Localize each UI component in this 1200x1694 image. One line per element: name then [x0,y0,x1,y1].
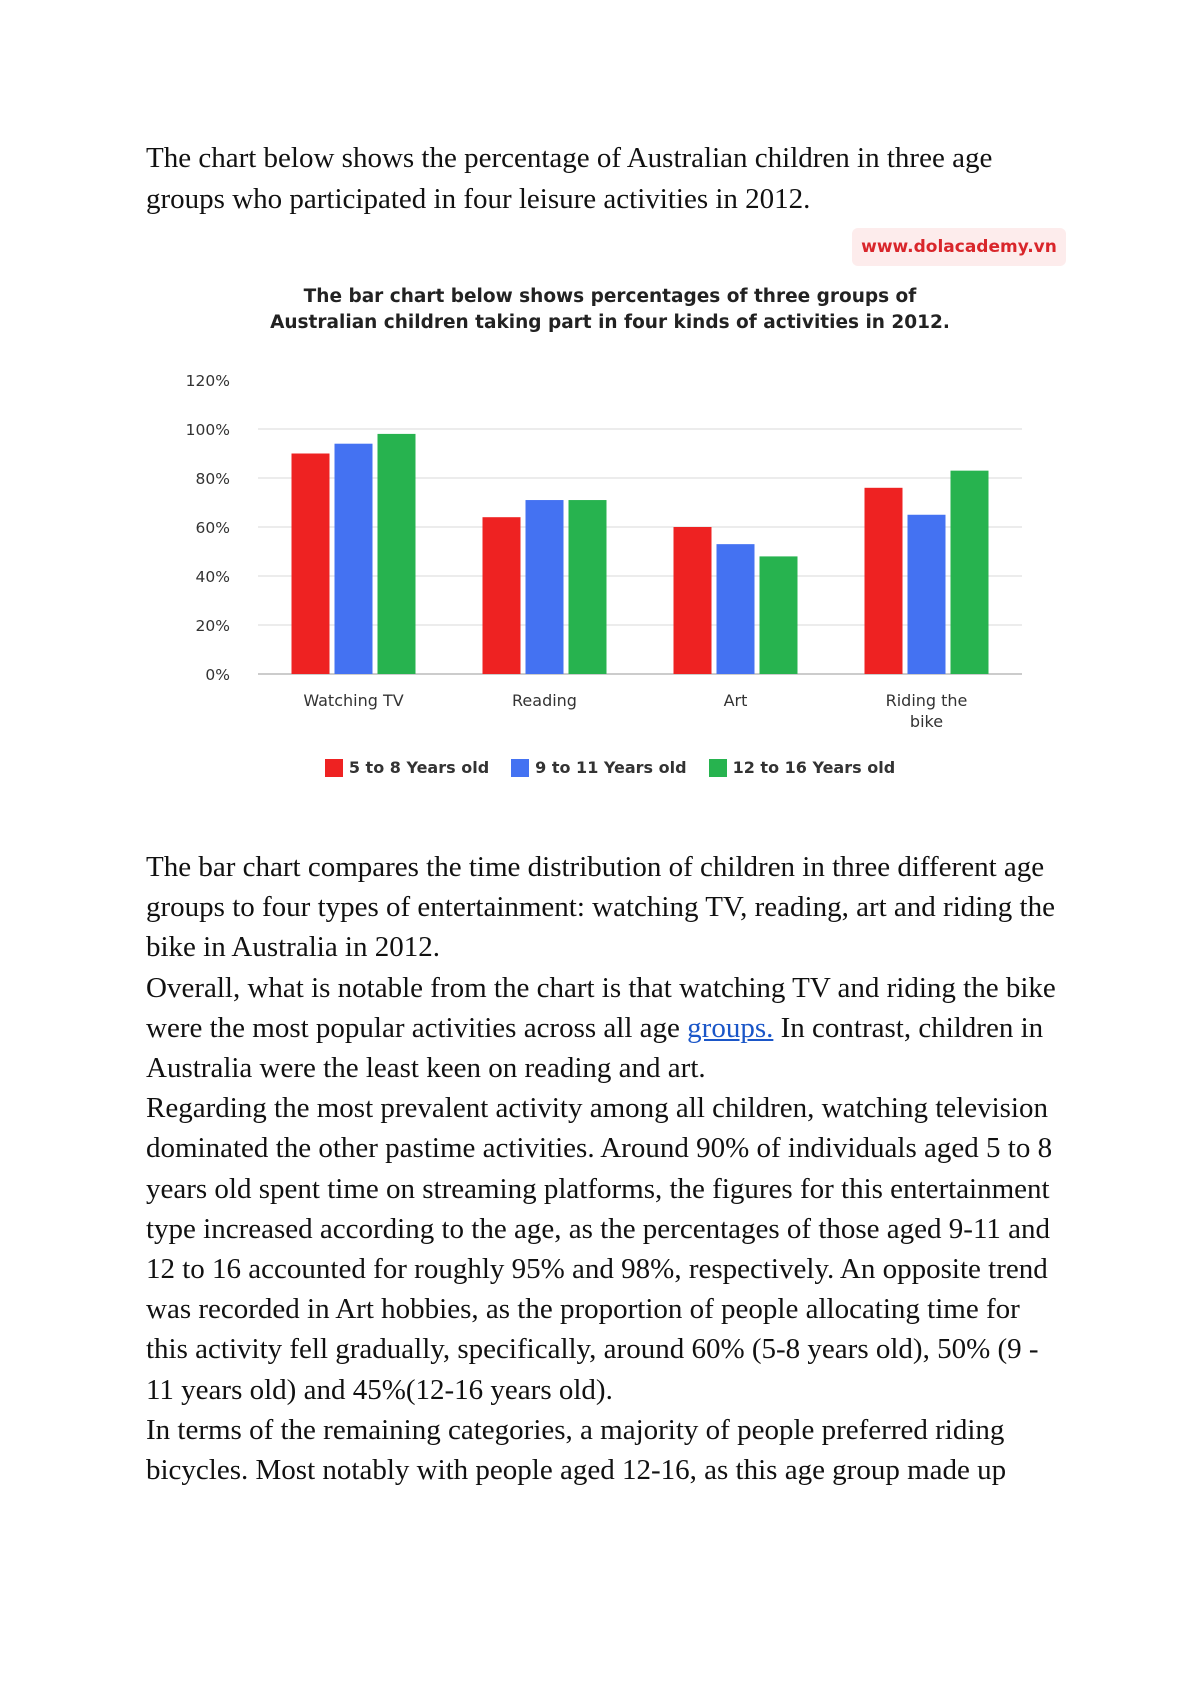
x-tick-label: Watching TV [303,691,404,710]
bar [717,544,755,674]
source-watermark: www.dolacademy.vn [852,228,1066,266]
y-tick-label: 100% [185,421,230,439]
bar [760,556,798,674]
y-tick-label: 0% [205,666,230,684]
bar [378,434,416,674]
x-tick-label: Reading [512,691,577,710]
bar [335,444,373,674]
y-tick-label: 120% [185,372,230,390]
legend-swatch [511,759,529,777]
legend-swatch [709,759,727,777]
bar [569,500,607,674]
bar-chart [160,272,1060,792]
paragraph-2-text-b: In contrast, children in Australia were the least keen on reading and art. [146,1011,1044,1085]
paragraph-3: Regarding the most prevalent activity among all children, watching television dominated the other pastime activities. Around 90% of individuals aged 5 to 8 years old spent time on streaming platforms, the figures for this entertainment type increased according to the age, as the percentages of those aged 9-11 and 12 to 16 accounted for roughly 95% and 98%, respectively. An opposite trend was recorded in Art hobbies, as the proportion of people allocating time for this activity fell gradually, specifically, around 60% (5-8 years old), 50% (9 - 11 years old) and 45%(12-16 years old). [146,1092,1053,1406]
bar [951,471,989,674]
paragraph-2 [146,968,1066,1089]
chart-legend [160,758,1060,777]
legend-swatch [325,759,343,777]
paragraph-1: The bar chart compares the time distribution of children in three different age groups to four types of entertainment: watching TV, reading, art and riding the bike in Australia in 2012. [146,851,1055,964]
y-tick-label: 20% [195,617,230,635]
bar [674,527,712,674]
essay-body [146,847,1066,1490]
chart-plot [160,272,1060,752]
bar [908,515,946,674]
y-tick-label: 60% [195,519,230,537]
x-tick-label: bike [909,712,944,731]
chart-title-line-2: Australian children taking part in four kinds of activities in 2012. [270,312,950,333]
y-tick-label: 80% [195,470,230,488]
chart-title-line-1: The bar chart below shows percentages of three groups of [303,286,917,307]
paragraph-4: In terms of the remaining categories, a majority of people preferred riding bicycles. Most notably with people aged 12-16, as this age group made up [146,1413,1007,1487]
legend-item [709,758,896,777]
x-tick-label: Riding the [885,691,968,710]
x-tick-label: Art [723,691,748,710]
groups-link[interactable]: groups. [687,1011,774,1044]
bar [865,488,903,674]
legend-item [511,758,686,777]
legend-label: 12 to 16 Years old [732,758,896,777]
legend-item [325,758,489,777]
bar [483,517,521,674]
intro-paragraph: The chart below shows the percentage of Australian children in three age groups who participated in four leisure activities in 2012. [146,142,993,215]
bar [292,454,330,675]
paragraph-2-text-a: Overall, what is notable from the chart is that watching TV and riding the bike were the most popular activities across all age [146,971,1056,1044]
legend-label: 9 to 11 Years old [535,758,687,777]
legend-label: 5 to 8 Years old [348,758,490,777]
y-tick-label: 40% [195,568,230,586]
bar [526,500,564,674]
